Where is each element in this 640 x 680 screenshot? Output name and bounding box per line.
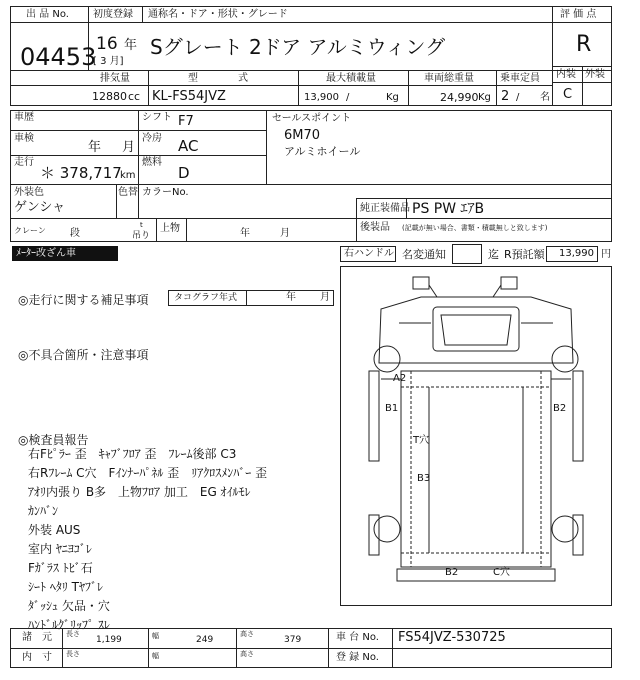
- gross-weight-value: 24,990: [440, 91, 479, 104]
- inner-width-label: 幅: [152, 652, 159, 660]
- grade-value: R: [576, 32, 592, 57]
- body-year-unit: 年: [240, 228, 250, 239]
- supplement-label: ◎走行に関する補足事項: [18, 293, 149, 307]
- aircon-value: AC: [178, 137, 199, 155]
- deadline-char: 迄: [488, 248, 499, 261]
- reg-month: [ 3 月]: [93, 56, 124, 67]
- inner-height-label: 高さ: [240, 650, 254, 658]
- damage-mark-b1: B1: [385, 403, 399, 414]
- front-right-wheel: [552, 346, 578, 372]
- rear-bumper: [397, 569, 555, 581]
- chassis-value: FS54JVZ-530725: [398, 630, 506, 645]
- inspector-line: 室内 ﾔﾆﾖｺﾞﾚ: [28, 542, 92, 556]
- inspector-line: 右Fﾋﾟﾗｰ 歪 ｷｬﾌﾞﾌﾛｱ 歪 ﾌﾚｰﾑ後部 C3: [28, 447, 237, 461]
- inspector-line: ｶﾝﾊﾞﾝ: [28, 504, 59, 518]
- inspector-line: ｱｵﾘ内張り B多 上物ﾌﾛｱ 加工 EG ｵｲﾙﾓﾚ: [28, 485, 251, 499]
- lot-label: 出 品 No.: [26, 9, 69, 20]
- interior-label: 内装: [556, 69, 576, 80]
- chassis-label: 車 台 No.: [336, 632, 379, 643]
- sales-point-1: 6M70: [284, 128, 321, 143]
- sales-point-2: アルミホイール: [284, 145, 361, 158]
- reg-year: 16: [96, 34, 118, 54]
- inspection-label: 車検: [14, 133, 34, 144]
- reg-no-label: 登 録 No.: [336, 652, 379, 663]
- damage-mark-b2-bottom: B2: [445, 567, 459, 578]
- damage-mark-b2-right: B2: [553, 403, 567, 414]
- recycle-value: 13,990: [559, 248, 594, 259]
- aircon-label: 冷房: [142, 133, 162, 144]
- inspector-line: ﾀﾞｯｼｭ 欠品・穴: [28, 599, 110, 613]
- exterior-color-value: ゲンシャ: [14, 200, 66, 215]
- capacity-value: 2: [501, 89, 510, 104]
- meter-tamper-text: ﾒｰﾀｰ改ざん車: [16, 248, 76, 259]
- truck-top-view: [341, 267, 611, 605]
- mileage-label: 走行: [14, 157, 34, 168]
- inspector-line: ﾊﾝﾄﾞﾙｸﾞﾘｯﾌﾟ ｽﾚ: [28, 618, 110, 632]
- damage-mark-a2: A2: [393, 373, 407, 384]
- steering-text: 右ハンドル: [344, 248, 394, 259]
- gross-weight-unit: Kg: [478, 92, 491, 103]
- model-value: KL-FS54JVZ: [152, 89, 226, 104]
- interior-value: C: [563, 87, 573, 102]
- rear-left-wheel-1: [374, 516, 400, 542]
- damage-mark-b3: B3: [417, 473, 431, 484]
- inner-length-label: 長さ: [66, 650, 80, 658]
- sales-points-label: セールスポイント: [272, 113, 352, 124]
- dims-label: 諸 元: [22, 632, 52, 643]
- body-month-unit: 月: [280, 228, 290, 239]
- max-load-value: 13,900: [304, 92, 339, 103]
- shift-value: F7: [178, 114, 194, 129]
- length-label: 長さ: [66, 630, 80, 638]
- crane-step-unit: 段: [70, 228, 80, 239]
- inspector-line: 外装 AUS: [28, 523, 81, 537]
- name-label: 通称名・ドア・形状・グレード: [148, 9, 288, 20]
- color-change-label: 色替: [118, 187, 138, 198]
- lot-number: 04453: [20, 43, 97, 71]
- capacity-label: 乗車定員: [500, 73, 540, 84]
- exterior-label: 外装: [585, 69, 605, 80]
- tacho-month-unit: 月: [320, 292, 330, 303]
- car-name: Sグレート 2ドア アルミウィング: [150, 35, 446, 59]
- damage-mark-c-hole: C穴: [493, 567, 510, 578]
- name-change-label: 名変通知: [402, 248, 446, 261]
- steering-box: [340, 246, 396, 262]
- displacement-unit: cc: [128, 90, 141, 103]
- history-label: 車歴: [14, 112, 34, 123]
- left-mirror: [413, 277, 429, 289]
- displacement-value: 12880: [92, 90, 127, 103]
- max-load-unit: Kg: [386, 92, 399, 103]
- gross-weight-label: 車両総重量: [424, 73, 474, 84]
- grade-label: 評 価 点: [560, 9, 597, 20]
- height-value: 379: [284, 635, 302, 645]
- capacity-unit: 名: [540, 92, 550, 103]
- fuel-label: 燃料: [142, 157, 162, 168]
- exterior-color-label: 外装色: [14, 187, 44, 198]
- meter-tamper-banner: [12, 246, 118, 261]
- max-load-label: 最大積載量: [326, 73, 376, 84]
- displacement-label: 排気量: [100, 73, 130, 84]
- reg-year-unit: 年: [124, 38, 138, 53]
- inspector-line: Fｶﾞﾗｽ ﾄﾋﾞ石: [28, 561, 93, 575]
- equipment-label: 純正装備品: [360, 203, 410, 214]
- inner-label: 内 寸: [22, 652, 52, 663]
- equipment-value: PS PW ｴｱB: [412, 201, 485, 217]
- capacity-sep: /: [516, 92, 520, 103]
- cargo-body: [401, 371, 551, 567]
- front-left-wheel: [374, 346, 400, 372]
- tacho-year-unit: 年: [286, 292, 296, 303]
- height-label: 高さ: [240, 630, 254, 638]
- inspector-line: ｼｰﾄ ﾍﾀﾘ Tﾔﾌﾞﾚ: [28, 580, 103, 594]
- damage-mark-t-hole: T穴: [413, 435, 430, 446]
- width-value: 249: [196, 635, 214, 645]
- shift-label: シフト: [142, 112, 172, 123]
- width-label: 幅: [152, 632, 159, 640]
- rear-right-wheel-1: [552, 516, 578, 542]
- mileage-unit: km: [120, 170, 136, 181]
- fuel-value: D: [178, 164, 190, 182]
- inspector-report: [28, 446, 338, 636]
- truck-diagram-frame: [340, 266, 612, 606]
- inspection-year-unit: 年: [88, 140, 102, 155]
- recycle-box: [546, 246, 598, 262]
- recycle-label: R預託額: [504, 248, 545, 261]
- windshield: [433, 307, 519, 351]
- body-label: 上物: [160, 223, 180, 234]
- crane-suspend-unit: 吊り: [132, 231, 151, 241]
- inspection-month-unit: 月: [122, 140, 136, 155]
- color-code-label: カラーNo.: [142, 187, 189, 198]
- inspector-label: ◎検査員報告: [18, 433, 89, 447]
- recycle-unit: 円: [601, 249, 611, 260]
- model-label: 型 式: [188, 73, 248, 84]
- max-load-sep: /: [346, 92, 350, 103]
- crane-label: クレーン: [14, 226, 46, 235]
- crane-ton-unit: t: [140, 221, 143, 229]
- mileage-value: ＊ 378,717: [40, 164, 122, 182]
- aftermarket-label: 後装品: [360, 222, 390, 233]
- defects-label: ◎不具合箇所・注意事項: [18, 348, 149, 362]
- aftermarket-note: (記載が無い場合、書類・積載無しと致します): [402, 224, 548, 232]
- right-mirror: [501, 277, 517, 289]
- name-change-box: [452, 244, 482, 264]
- reg-label: 初度登録: [93, 9, 133, 20]
- length-value: 1,199: [96, 635, 122, 645]
- tacho-label: タコグラフ年式: [174, 293, 238, 303]
- inspector-line: 右Rﾌﾚｰﾑ C穴 Fｲﾝﾅｰﾊﾟﾈﾙ 歪 ﾘｱｸﾛｽﾒﾝﾊﾞｰ 歪: [28, 466, 268, 480]
